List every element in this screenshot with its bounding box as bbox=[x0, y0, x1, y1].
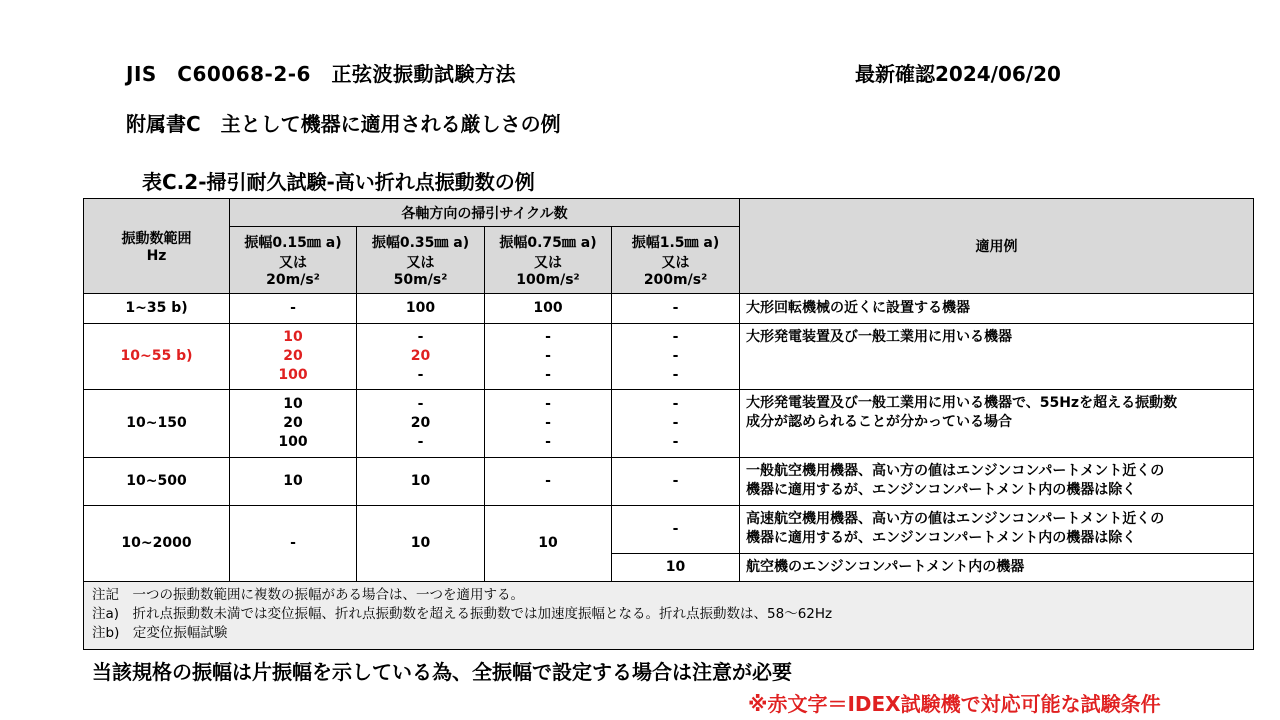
cycle-cell: - - - bbox=[485, 324, 612, 390]
table-title: 表C.2-掃引耐久試験-高い折れ点振動数の例 bbox=[142, 170, 535, 194]
table-row bbox=[84, 458, 1254, 506]
amplitude-caution-note: 当該規格の振幅は片振幅を示している為、全振幅で設定する場合は注意が必要 bbox=[92, 660, 792, 684]
range-cell: 10~500 bbox=[84, 458, 230, 506]
cycle-cell: 10 bbox=[357, 458, 485, 506]
table-row bbox=[84, 390, 1254, 458]
cycle-cell: - bbox=[612, 294, 740, 324]
header-frequency-range: 振動数範囲 Hz bbox=[84, 199, 230, 294]
table-row bbox=[84, 324, 1254, 390]
application-cell: 一般航空機用機器、高い方の値はエンジンコンパートメント近くの 機器に適用するが、エンジンコンパートメント内の機器は除く bbox=[740, 458, 1254, 506]
cycle-cell: - 20 - bbox=[357, 324, 485, 390]
note-line: 注b) 定変位振幅試験 bbox=[92, 625, 228, 641]
application-cell: 高速航空機用機器、高い方の値はエンジンコンパートメント近くの 機器に適用するが、エンジンコンパートメント内の機器は除く bbox=[740, 506, 1254, 554]
header-application: 適用例 bbox=[740, 199, 1254, 294]
cycle-cell: 10 bbox=[357, 506, 485, 582]
table-notes bbox=[84, 582, 1254, 650]
document-title: JIS C60068-2-6 正弦波振動試験方法 bbox=[126, 62, 516, 86]
cycle-cell: 100 bbox=[485, 294, 612, 324]
application-cell: 大形発電装置及び一般工業用に用いる機器 bbox=[740, 324, 1254, 390]
header-amp-col: 振幅0.35㎜ a) 又は 50m/s² bbox=[357, 227, 485, 294]
cycle-cell: - - - bbox=[612, 324, 740, 390]
note-line: 注記 一つの振動数範囲に複数の振幅がある場合は、一つを適用する。 bbox=[92, 587, 524, 603]
cycle-cell: - bbox=[230, 294, 357, 324]
cycle-cell: 10 20 100 bbox=[230, 324, 357, 390]
cycle-cell: 10 bbox=[612, 554, 740, 582]
cycle-cell: - bbox=[612, 458, 740, 506]
table-row bbox=[84, 294, 1254, 324]
cycle-cell: 10 bbox=[230, 458, 357, 506]
cycle-cell: - bbox=[230, 506, 357, 582]
cycle-cell: - - - bbox=[485, 390, 612, 458]
cycle-cell: 10 bbox=[485, 506, 612, 582]
range-cell: 10~2000 bbox=[84, 506, 230, 582]
red-text-legend: ※赤文字＝IDEX試験機で対応可能な試験条件 bbox=[748, 692, 1161, 716]
cycle-cell: - 20 - bbox=[357, 390, 485, 458]
header-amp-col: 振幅0.75㎜ a) 又は 100m/s² bbox=[485, 227, 612, 294]
header-sweep-cycles: 各軸方向の掃引サイクル数 bbox=[230, 199, 740, 227]
application-cell: 航空機のエンジンコンパートメント内の機器 bbox=[740, 554, 1254, 582]
note-line: 注a) 折れ点振動数未満では変位振幅、折れ点振動数を超える振動数では加速度振幅となる。折れ点振動数は、58～62Hz bbox=[92, 606, 833, 622]
table-row bbox=[84, 506, 1254, 554]
last-confirmed-date: 最新確認2024/06/20 bbox=[855, 62, 1061, 86]
header-amp-col: 振幅1.5㎜ a) 又は 200m/s² bbox=[612, 227, 740, 294]
range-cell: 10~55 b) bbox=[84, 324, 230, 390]
range-cell: 10~150 bbox=[84, 390, 230, 458]
header-amp-col: 振幅0.15㎜ a) 又は 20m/s² bbox=[230, 227, 357, 294]
cycle-cell: - - - bbox=[612, 390, 740, 458]
cycle-cell: - bbox=[612, 506, 740, 554]
cycle-cell: 10 20 100 bbox=[230, 390, 357, 458]
severity-table bbox=[83, 198, 1254, 650]
application-cell: 大形回転機械の近くに設置する機器 bbox=[740, 294, 1254, 324]
cycle-cell: 100 bbox=[357, 294, 485, 324]
annex-heading: 附属書C 主として機器に適用される厳しさの例 bbox=[126, 112, 561, 136]
application-cell: 大形発電装置及び一般工業用に用いる機器で、55Hzを超える振動数 成分が認められることが分かっている場合 bbox=[740, 390, 1254, 458]
range-cell: 1~35 b) bbox=[84, 294, 230, 324]
cycle-cell: - bbox=[485, 458, 612, 506]
